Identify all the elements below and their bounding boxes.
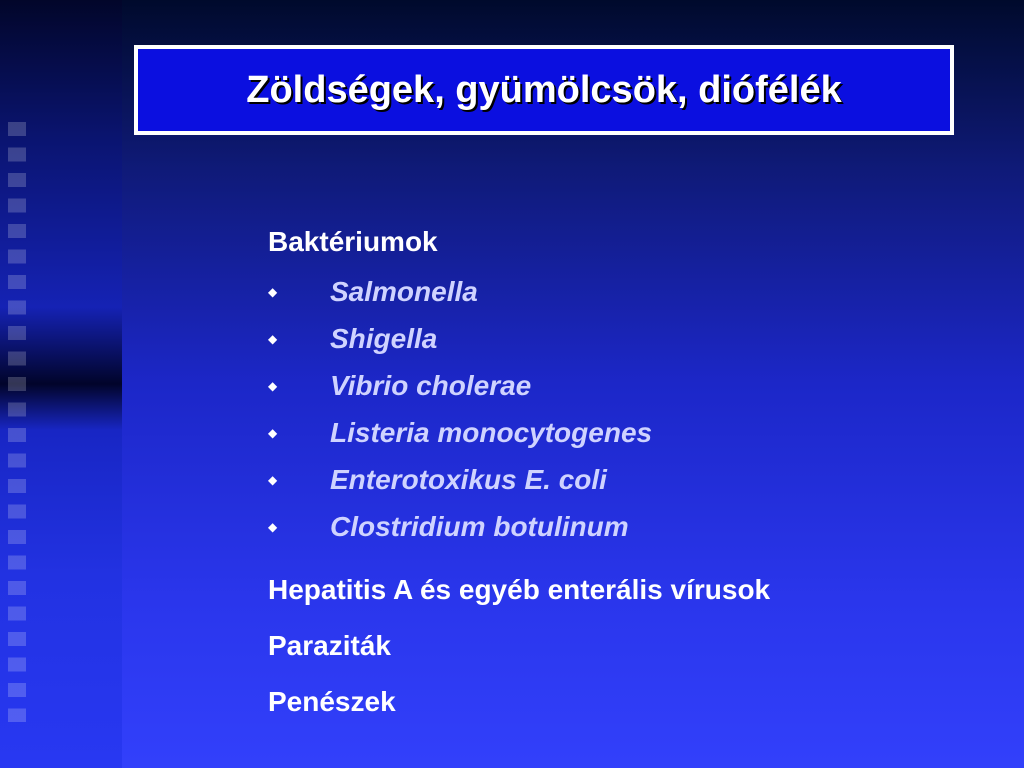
slide-title: Zöldségek, gyümölcsök, diófélék bbox=[246, 68, 842, 111]
list-item bbox=[268, 268, 770, 315]
list-item bbox=[268, 409, 770, 456]
diamond-bullet-icon: ◆ bbox=[268, 519, 278, 534]
list-item bbox=[268, 315, 770, 362]
section-parasites: Paraziták bbox=[268, 630, 391, 661]
list-item bbox=[268, 362, 770, 409]
list-item bbox=[268, 503, 770, 550]
section-viruses: Hepatitis A és egyéb enterális vírusok bbox=[268, 574, 771, 605]
list-item bbox=[268, 456, 770, 503]
title-box bbox=[134, 45, 954, 135]
diamond-bullet-icon: ◆ bbox=[268, 425, 278, 440]
diamond-bullet-icon: ◆ bbox=[268, 472, 278, 487]
list-item-text: Vibrio cholerae bbox=[330, 369, 532, 401]
slide-content bbox=[268, 222, 770, 730]
left-decorative-band bbox=[0, 0, 122, 768]
section-molds: Penészek bbox=[268, 686, 396, 717]
decorative-squares bbox=[8, 122, 26, 722]
diamond-bullet-icon: ◆ bbox=[268, 331, 278, 346]
list-item-text: Salmonella bbox=[330, 275, 478, 307]
list-item-text: Shigella bbox=[330, 322, 438, 354]
list-item-text: Listeria monocytogenes bbox=[330, 416, 653, 448]
bacteria-list bbox=[268, 268, 770, 550]
bacteria-heading: Baktériumok bbox=[268, 226, 438, 257]
diamond-bullet-icon: ◆ bbox=[268, 284, 278, 299]
list-item-text: Clostridium botulinum bbox=[330, 510, 629, 542]
diamond-bullet-icon: ◆ bbox=[268, 378, 278, 393]
list-item-text: Enterotoxikus E. coli bbox=[330, 463, 607, 495]
